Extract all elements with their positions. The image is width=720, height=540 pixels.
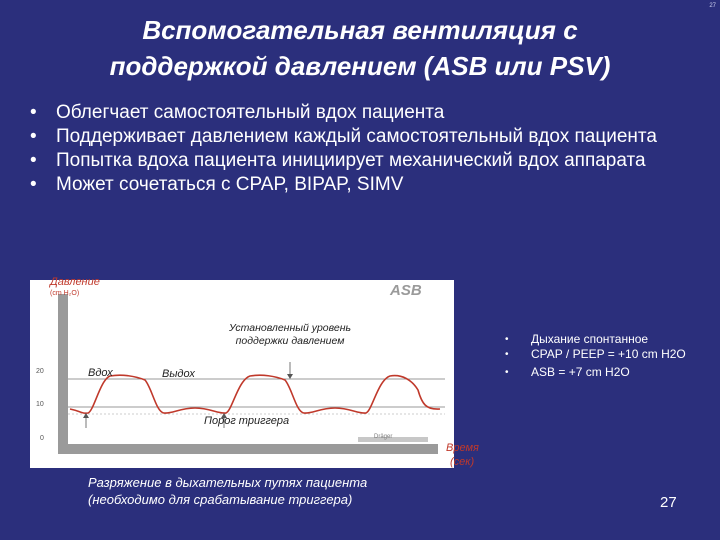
slide-title	[30, 12, 690, 84]
legend-text: Дыхание спонтанное	[531, 332, 649, 346]
bullet-item	[28, 126, 708, 148]
bullet-item	[28, 150, 708, 172]
title-line-1: Вспомогательная вентиляция с	[142, 15, 578, 45]
inhale-label: Вдох	[88, 367, 113, 379]
tick-10: 10	[36, 401, 44, 408]
bullet-icon: •	[30, 150, 37, 171]
bullet-item	[28, 102, 708, 124]
pressure-axis-label: Давление	[50, 276, 100, 288]
bottom-note: Разряжение в дыхательных путях пациента (необходимо для срабатывание триггера)	[88, 475, 368, 507]
bullet-list	[28, 102, 708, 198]
bullet-icon: •	[30, 174, 37, 195]
time-axis-label: Время	[446, 442, 479, 454]
bullet-text: Может сочетаться с CPAP, BIPAP, SIMV	[56, 174, 404, 195]
arrow-head-3	[287, 374, 293, 379]
legend-item	[505, 366, 705, 379]
bullet-text: Попытка вдоха пациента инициирует механический вдох аппарата	[56, 150, 646, 171]
tick-20: 20	[36, 368, 44, 375]
legend-item	[505, 348, 705, 361]
y-axis-bar	[58, 294, 68, 454]
time-unit-label: (сек)	[450, 456, 475, 468]
x-axis-bar	[58, 444, 438, 454]
title-line-2: поддержкой давлением (ASB или PSV)	[109, 51, 611, 81]
bullet-item	[28, 174, 708, 196]
asb-pressure-diagram	[30, 276, 454, 468]
legend-item	[505, 333, 705, 346]
trigger-label: Порог триггера	[204, 415, 290, 427]
bullet-icon: •	[30, 102, 37, 123]
corner-slide-number: 27	[709, 3, 716, 9]
bullet-icon: •	[30, 126, 37, 147]
bullet-icon: •	[505, 334, 509, 345]
bullet-text: Поддерживает давлением каждый самостоятельный вдох пациента	[56, 126, 657, 147]
bullet-icon: •	[505, 349, 509, 360]
brand-label: Dräger	[374, 434, 393, 440]
bullet-text: Облегчает самостоятельный вдох пациента	[56, 102, 445, 123]
tick-0: 0	[40, 435, 44, 442]
legend-text: ASB = +7 cm H2O	[531, 365, 630, 379]
bullet-icon: •	[505, 367, 509, 378]
pressure-unit-label: (cm H₂O)	[50, 290, 80, 297]
brand-strip	[358, 437, 428, 442]
pressure-curve	[70, 375, 440, 413]
legend-list	[505, 333, 705, 384]
exhale-label: Выдох	[162, 368, 195, 380]
page-number: 27	[660, 494, 677, 511]
mode-label: ASB	[390, 282, 422, 299]
support-level-label: Установленный уровень поддержки давлением	[228, 322, 352, 347]
legend-text: CPAP / PEEP = +10 cm H2O	[531, 347, 686, 361]
